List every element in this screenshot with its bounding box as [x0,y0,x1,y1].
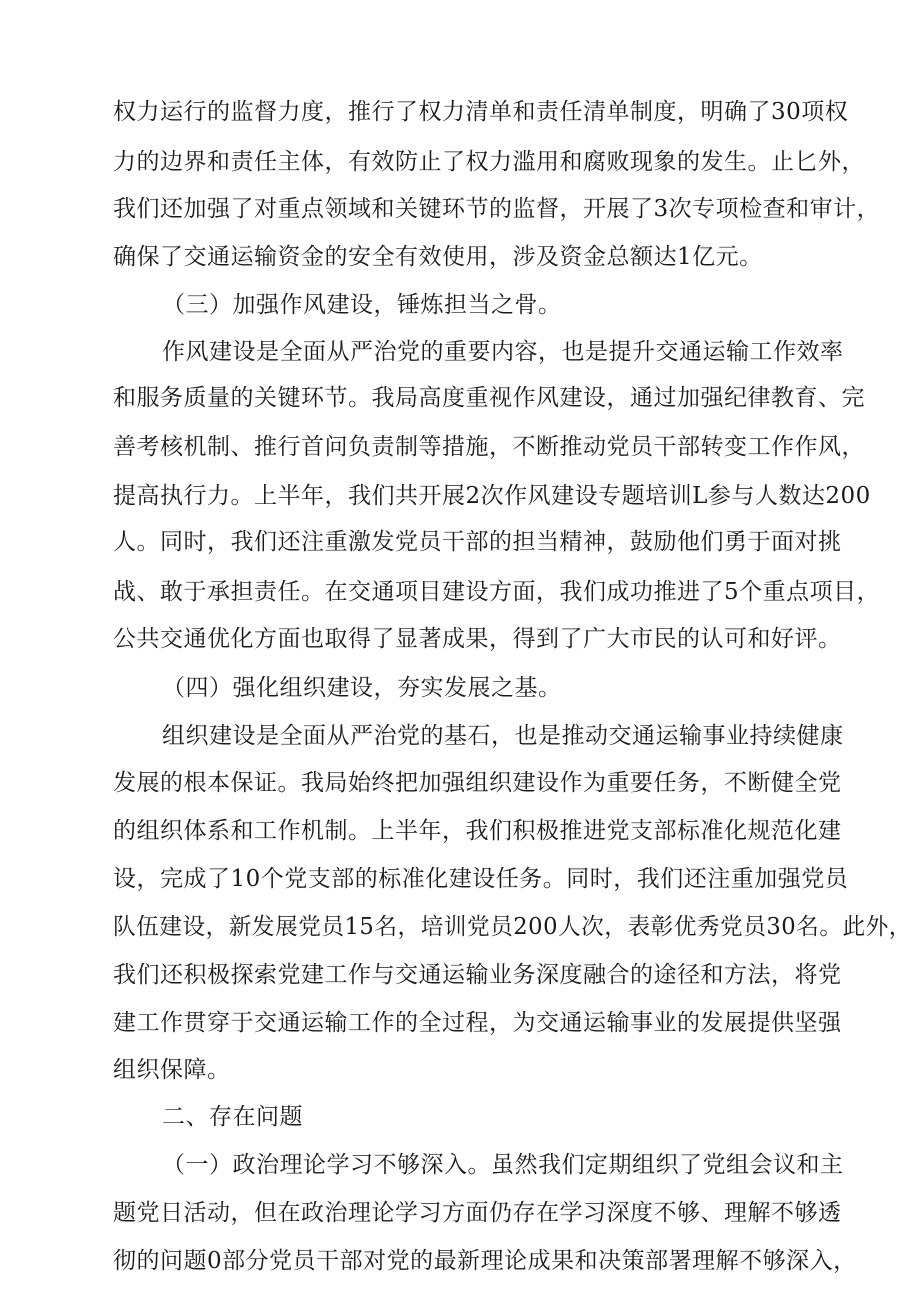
text-line: 提高执行力。上半年，我们共开展2次作风建设专题培训L参与人数达200 [113,483,871,509]
text-line: 组织保障。 [113,1057,231,1083]
text-line: 我们还加强了对重点领域和关键环节的监督，开展了3次专项检查和审计， [113,196,881,222]
section-heading: （四）强化组织建设，夯实发展之基。 [162,675,562,701]
text-line: 战、敢于承担责任。在交通项目建设方面，我们成功推进了5个重点项目， [113,579,881,605]
text-line: 彻的问题0部分党员干部对党的最新理论成果和决策部署理解不够深入， [113,1248,857,1274]
text-line: 善考核机制、推行首问负责制等措施，不断推动党员干部转变工作作风， [113,434,865,460]
text-line: 建工作贯穿于交通运输工作的全过程，为交通运输事业的发展提供坚强 [113,1010,842,1036]
text-line: 权力运行的监督力度，推行了权力清单和责任清单制度，明确了30项权 [113,99,849,125]
text-line: 组织建设是全面从严治党的基石，也是推动交通运输事业持续健康 [162,723,844,749]
text-line: 我们还积极探索党建工作与交通运输业务深度融合的途径和方法，将党 [113,962,842,988]
section-heading: （三）加强作风建设，锤炼担当之骨。 [162,292,562,318]
text-line: 的组织体系和工作机制。上半年，我们积极推进党支部标准化规范化建 [113,818,842,844]
text-line: 人。同时，我们还注重激发党员干部的担当精神，鼓励他们勇于面对挑 [113,529,842,555]
text-line: 题党日活动，但在政治理论学习方面仍存在学习深度不够、理解不够透 [113,1200,842,1226]
text-line: 确保了交通运输资金的安全有效使用，涉及资金总额达1亿元。 [113,244,763,270]
text-line: 设，完成了10个党支部的标准化建设任务。同时，我们还注重加强党员 [113,866,849,892]
text-line: 发展的根本保证。我局始终把加强组织建设作为重要任务，不断健全党 [113,770,842,796]
text-line: 力的边界和责任主体，有效防止了权力滥用和腐败现象的发生。止匕外， [113,149,865,175]
text-line: 队伍建设，新发展党员15名，培训党员200人次，表彰优秀党员30名。此外， [113,914,912,940]
text-line: （一）政治理论学习不够深入。虽然我们定期组织了党组会议和主 [162,1152,844,1178]
text-line: 公共交通优化方面也取得了显著成果，得到了广大市民的认可和好评。 [113,626,842,652]
text-line: 作风建设是全面从严治党的重要内容，也是提升交通运输工作效率 [162,339,844,365]
section-heading: 二、存在问题 [162,1104,303,1130]
text-line: 和服务质量的关键环节。我局高度重视作风建设，通过加强纪律教育、完 [113,385,865,411]
